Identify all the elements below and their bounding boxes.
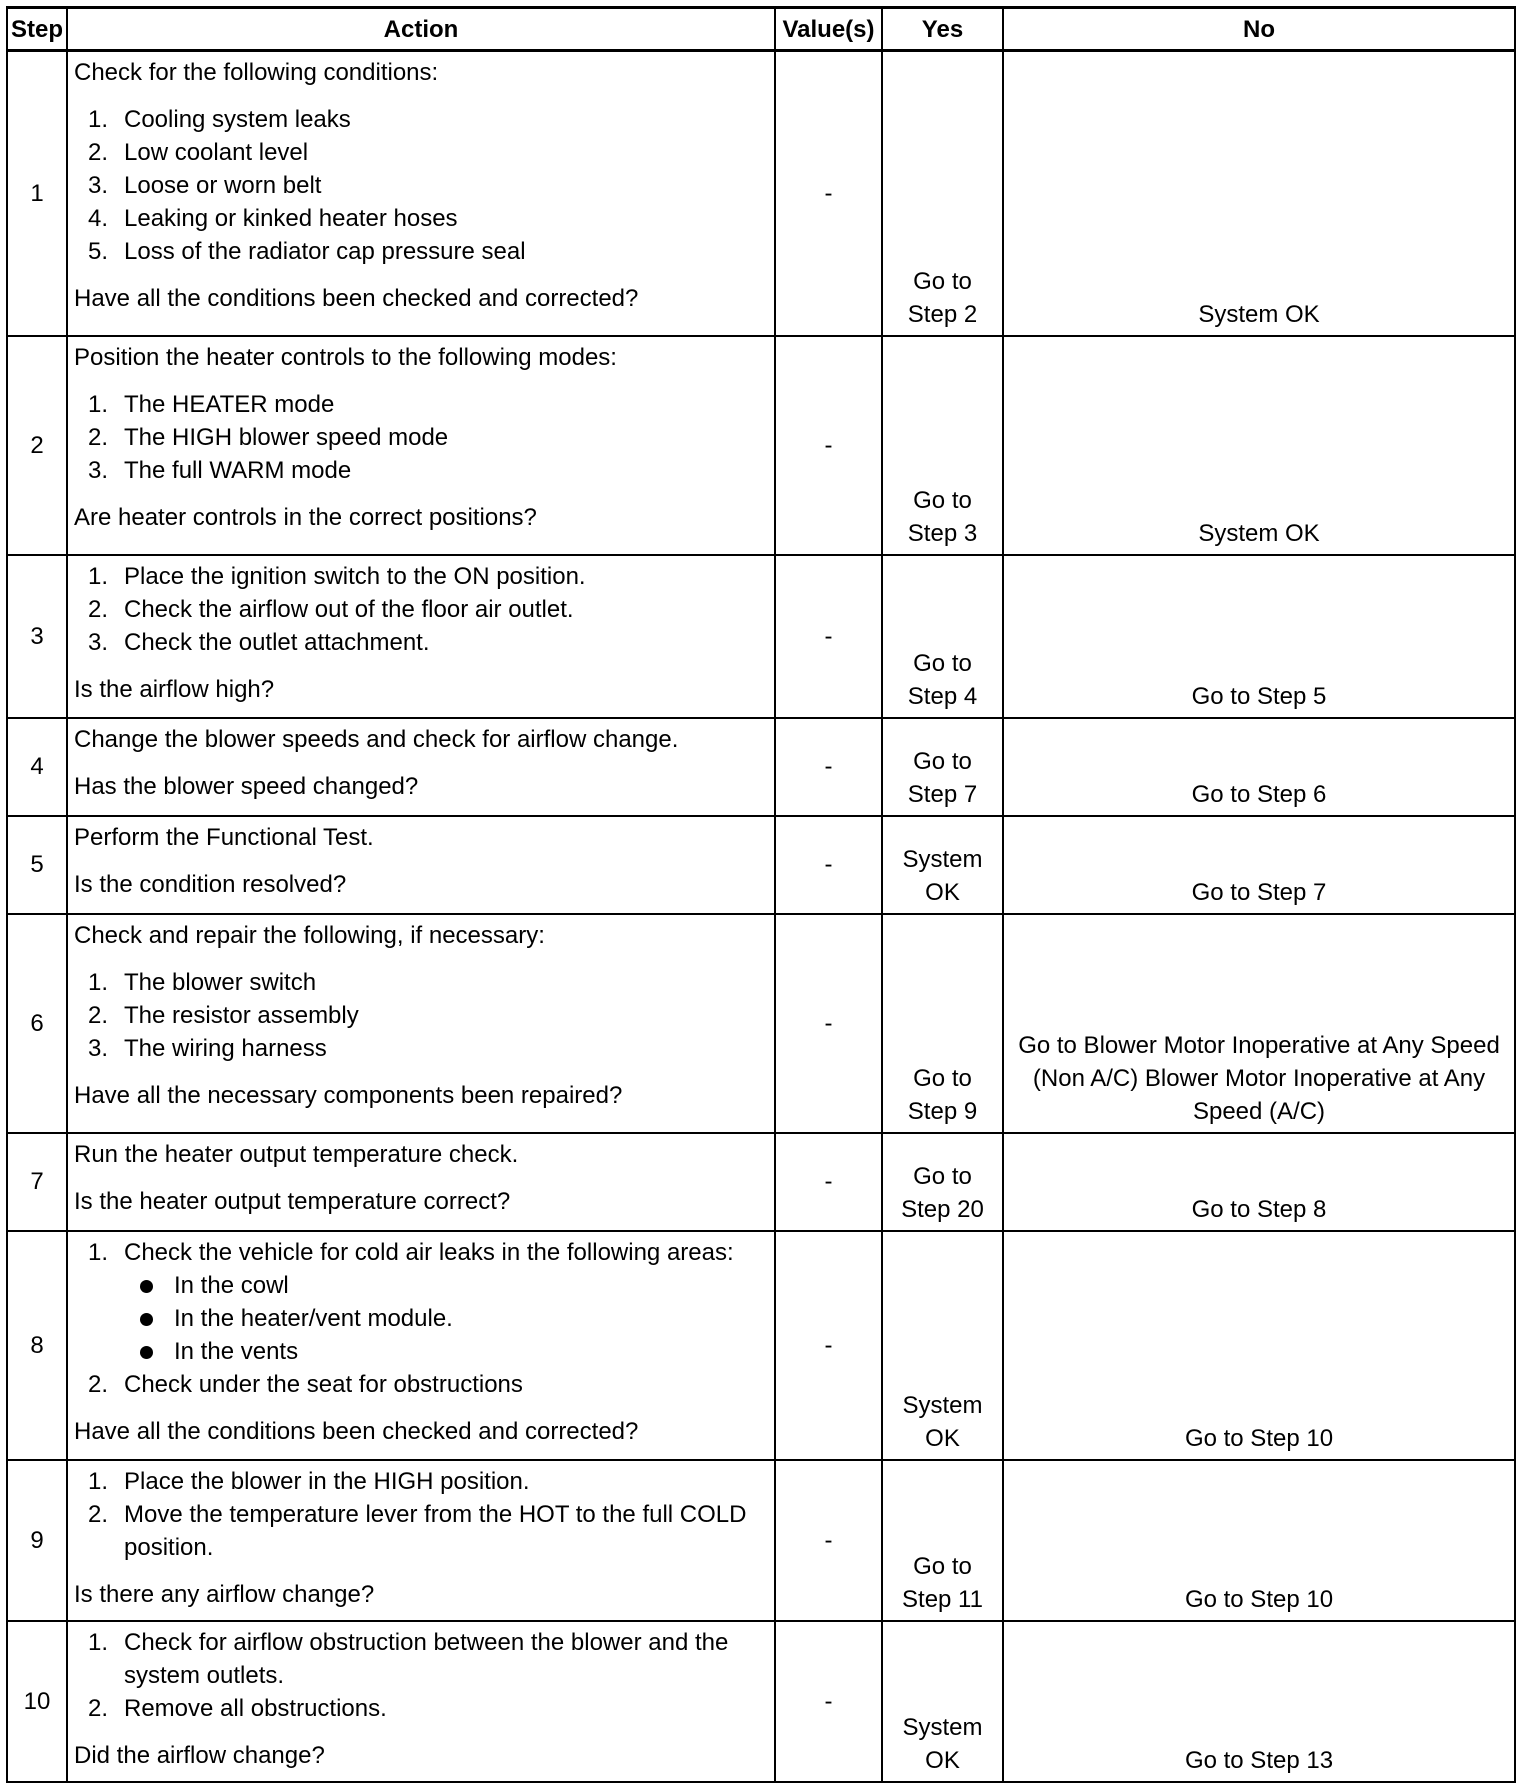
value-cell: - <box>775 336 882 555</box>
yes-cell: Go to Step 4 <box>882 555 1003 718</box>
header-no: No <box>1003 8 1515 51</box>
action-lead: Change the blower speeds and check for airflow change. <box>74 725 679 753</box>
no-cell: Go to Step 13 <box>1003 1621 1515 1782</box>
yes-cell: Go to Step 7 <box>882 718 1003 816</box>
list-item: 2. Remove all obstructions. <box>88 1694 387 1722</box>
step-number: 9 <box>7 1460 67 1621</box>
value-cell: - <box>775 1621 882 1782</box>
table-row <box>7 718 1515 816</box>
header-values: Value(s) <box>775 8 882 51</box>
list-item: 1. Place the ignition switch to the ON position. <box>88 562 586 590</box>
no-cell: Go to Blower Motor Inoperative at Any Speed (Non A/C) Blower Motor Inoperative at Any Speed (A/C) <box>1003 914 1515 1133</box>
table-row <box>7 1460 1515 1621</box>
no-cell: Go to Step 5 <box>1003 555 1515 718</box>
action-question: Have all the necessary components been repaired? <box>74 1081 623 1109</box>
action-list <box>74 966 768 1065</box>
value-cell: - <box>775 51 882 336</box>
value-cell: - <box>775 555 882 718</box>
action-cell <box>67 1231 775 1460</box>
step-number: 2 <box>7 336 67 555</box>
no-cell: Go to Step 10 <box>1003 1460 1515 1621</box>
action-cell <box>67 555 775 718</box>
list-item: 3. Check the outlet attachment. <box>88 628 430 656</box>
action-lead: Perform the Functional Test. <box>74 823 374 851</box>
list-item: 2. Low coolant level <box>88 139 309 166</box>
header-row <box>7 8 1515 51</box>
step-number: 3 <box>7 555 67 718</box>
yes-cell: Go to Step 9 <box>882 914 1003 1133</box>
step-number: 7 <box>7 1133 67 1231</box>
action-question: Have all the conditions been checked and corrected? <box>74 1417 639 1445</box>
action-list <box>74 1465 768 1564</box>
step-number: 6 <box>7 914 67 1133</box>
action-question: Have all the conditions been checked and corrected? <box>74 285 639 312</box>
list-item: 4. Leaking or kinked heater hoses <box>88 205 458 232</box>
action-cell <box>67 816 775 914</box>
list-item: 2. Check under the seat for obstructions <box>88 1370 523 1398</box>
action-cell <box>67 1621 775 1782</box>
action-question: Is the condition resolved? <box>74 870 347 898</box>
no-cell: Go to Step 6 <box>1003 718 1515 816</box>
action-list <box>74 103 768 268</box>
action-list <box>74 560 768 659</box>
bullet-list <box>124 1269 768 1368</box>
action-question: Has the blower speed changed? <box>74 772 419 800</box>
table-row <box>7 51 1515 336</box>
yes-cell: System OK <box>882 816 1003 914</box>
action-cell <box>67 51 775 336</box>
table-row <box>7 336 1515 555</box>
yes-cell: Go to Step 2 <box>882 51 1003 336</box>
step-number: 4 <box>7 718 67 816</box>
header-step: Step <box>7 8 67 51</box>
action-lead: Check for the following conditions: <box>74 59 439 86</box>
list-item: 3. Loose or worn belt <box>88 172 322 199</box>
header-yes: Yes <box>882 8 1003 51</box>
value-cell: - <box>775 718 882 816</box>
yes-cell: Go to Step 11 <box>882 1460 1003 1621</box>
action-cell <box>67 1133 775 1231</box>
no-cell: Go to Step 7 <box>1003 816 1515 914</box>
no-cell: System OK <box>1003 336 1515 555</box>
action-question: Did the airflow change? <box>74 1741 325 1769</box>
action-list <box>74 1236 768 1401</box>
step-number: 10 <box>7 1621 67 1782</box>
value-cell: - <box>775 1133 882 1231</box>
list-item: 1. Cooling system leaks <box>88 106 351 133</box>
action-question: Is there any airflow change? <box>74 1580 375 1608</box>
diagnostic-table <box>6 6 1516 1783</box>
value-cell: - <box>775 1231 882 1460</box>
step-number: 5 <box>7 816 67 914</box>
action-cell <box>67 914 775 1133</box>
list-item: 5. Loss of the radiator cap pressure seal <box>88 238 526 265</box>
action-cell <box>67 718 775 816</box>
table-row <box>7 1231 1515 1460</box>
action-cell <box>67 336 775 555</box>
table-row <box>7 555 1515 718</box>
value-cell: - <box>775 914 882 1133</box>
value-cell: - <box>775 816 882 914</box>
list-item: 1. Check the vehicle for cold air leaks in the following areas: In the cowl In the heater/vent module. In the vents <box>74 1236 768 1368</box>
value-cell: - <box>775 1460 882 1621</box>
list-item: 1. The blower switch <box>88 968 317 996</box>
header-action: Action <box>67 8 775 51</box>
action-lead: Check and repair the following, if necessary: <box>74 921 545 949</box>
diagnostic-table-container <box>6 6 1514 1783</box>
list-item: 2. The resistor assembly <box>88 1001 359 1029</box>
list-item: 1. The HEATER mode <box>88 390 335 418</box>
list-item: 3. The full WARM mode <box>88 456 352 484</box>
list-item: 2. Check the airflow out of the floor air outlet. <box>88 595 574 623</box>
action-lead: Run the heater output temperature check. <box>74 1140 519 1168</box>
list-item: 2. Move the temperature lever from the HOT to the full COLD position. <box>88 1500 747 1561</box>
no-cell: Go to Step 10 <box>1003 1231 1515 1460</box>
table-row <box>7 1621 1515 1782</box>
list-item: 1. Place the blower in the HIGH position. <box>88 1467 530 1495</box>
yes-cell: System OK <box>882 1621 1003 1782</box>
step-number: 8 <box>7 1231 67 1460</box>
action-lead: Position the heater controls to the following modes: <box>74 343 617 371</box>
action-list <box>74 388 768 487</box>
bullet-item: In the cowl <box>124 1269 768 1302</box>
bullet-item: In the heater/vent module. <box>124 1302 768 1335</box>
action-question: Is the airflow high? <box>74 675 275 703</box>
action-cell <box>67 1460 775 1621</box>
no-cell: System OK <box>1003 51 1515 336</box>
step-number: 1 <box>7 51 67 336</box>
yes-cell: System OK <box>882 1231 1003 1460</box>
action-question: Are heater controls in the correct positions? <box>74 503 537 531</box>
bullet-item: In the vents <box>124 1335 768 1368</box>
action-list <box>74 1626 768 1725</box>
no-cell: Go to Step 8 <box>1003 1133 1515 1231</box>
list-item: 2. The HIGH blower speed mode <box>88 423 449 451</box>
list-item: 3. The wiring harness <box>88 1034 327 1062</box>
list-item: 1. Check for airflow obstruction between the blower and the system outlets. <box>88 1628 729 1689</box>
action-question: Is the heater output temperature correct? <box>74 1187 511 1215</box>
yes-cell: Go to Step 3 <box>882 336 1003 555</box>
yes-cell: Go to Step 20 <box>882 1133 1003 1231</box>
table-row <box>7 816 1515 914</box>
table-row <box>7 1133 1515 1231</box>
table-row <box>7 914 1515 1133</box>
